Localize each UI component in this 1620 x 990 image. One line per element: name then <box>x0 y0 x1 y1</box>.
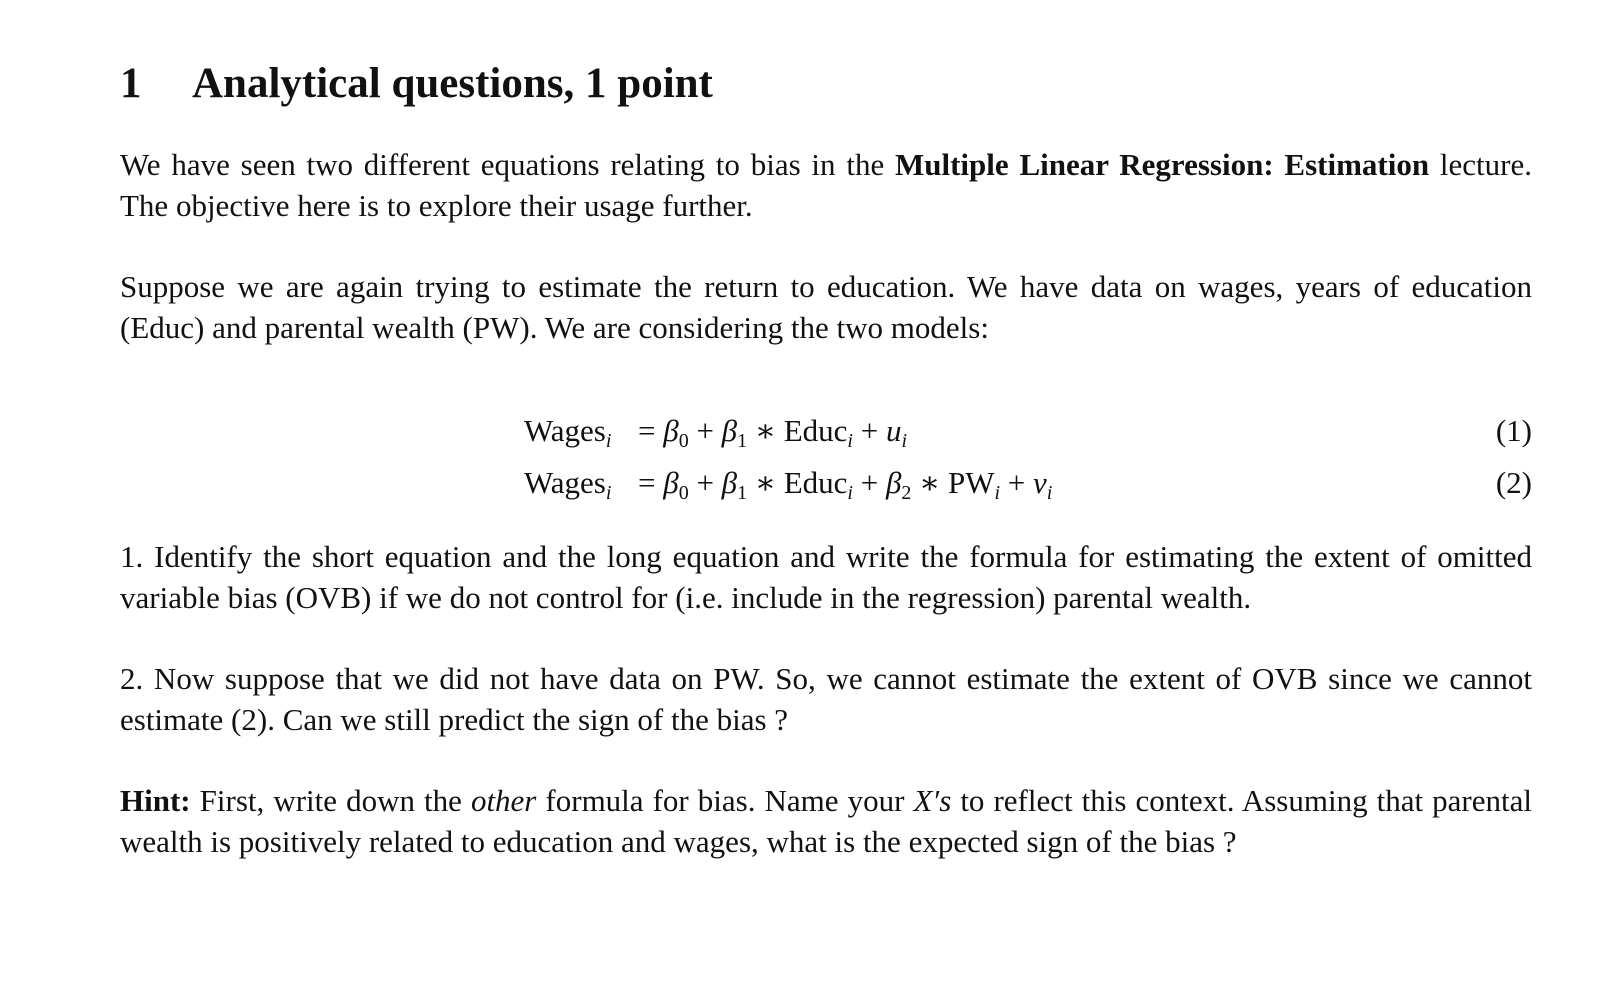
hint-paragraph <box>120 780 1532 862</box>
lecture-name: Multiple Linear Regression: Estimation <box>895 146 1430 182</box>
hint-label: Hint: <box>120 782 191 818</box>
hint-text-before: First, write down the <box>190 782 471 818</box>
equation-block <box>120 406 1532 510</box>
equation-2-rhs: = $\beta_0 + \beta_1$ ∗ Educ$_i$ + $\beta_2$ ∗ $PW_i + v_i$ <box>638 464 1053 504</box>
equation-2-lhs: Wages$_i$ <box>524 464 612 504</box>
hint-italic-word: other <box>470 782 537 818</box>
intro-paragraph <box>120 144 1532 226</box>
equation-2-number: (2) <box>1495 464 1532 500</box>
question-1: 1. Identify the short equation and the long equation and write the formula for estimating the extent of omitted variable bias (OVB) if we do not control for (i.e. include in the regression) parental wealth. <box>120 538 1532 615</box>
document-page <box>120 58 1532 862</box>
equation-1-rhs: = $\beta_0 + \beta_1$ ∗ Educ$_i$ + $u_i$ <box>638 412 907 452</box>
equation-1-lhs: Wages$_i$ <box>524 412 612 452</box>
equation-row-2 <box>120 458 1532 508</box>
equation-1-number: (1) <box>1495 412 1532 448</box>
intro-text-after: lecture. The objective here is to explore their usage further. <box>120 146 1532 223</box>
section-number: 1 <box>120 60 142 107</box>
intro-text-before: We have seen two different equations relating to bias in the <box>120 146 895 182</box>
section-title: Analytical questions, 1 point <box>192 60 713 107</box>
hint-text-after: to reflect this context. Assuming that parental wealth is positively related to education and wages, what is the expected sign of the bias ? <box>120 782 1533 859</box>
hint-x-symbol: X′s <box>913 782 952 818</box>
hint-text-middle: formula for bias. Name your <box>536 782 914 818</box>
equation-row-1 <box>120 406 1532 456</box>
setup-paragraph: Suppose we are again trying to estimate the return to education. We have data on wages, years of education (Educ) and parental wealth (PW). We are considering the two models: <box>120 268 1532 345</box>
section-heading <box>120 58 1532 110</box>
question-2: 2. Now suppose that we did not have data on PW. So, we cannot estimate the extent of OVB since we cannot estimate (2). Can we still predict the sign of the bias ? <box>120 660 1532 737</box>
